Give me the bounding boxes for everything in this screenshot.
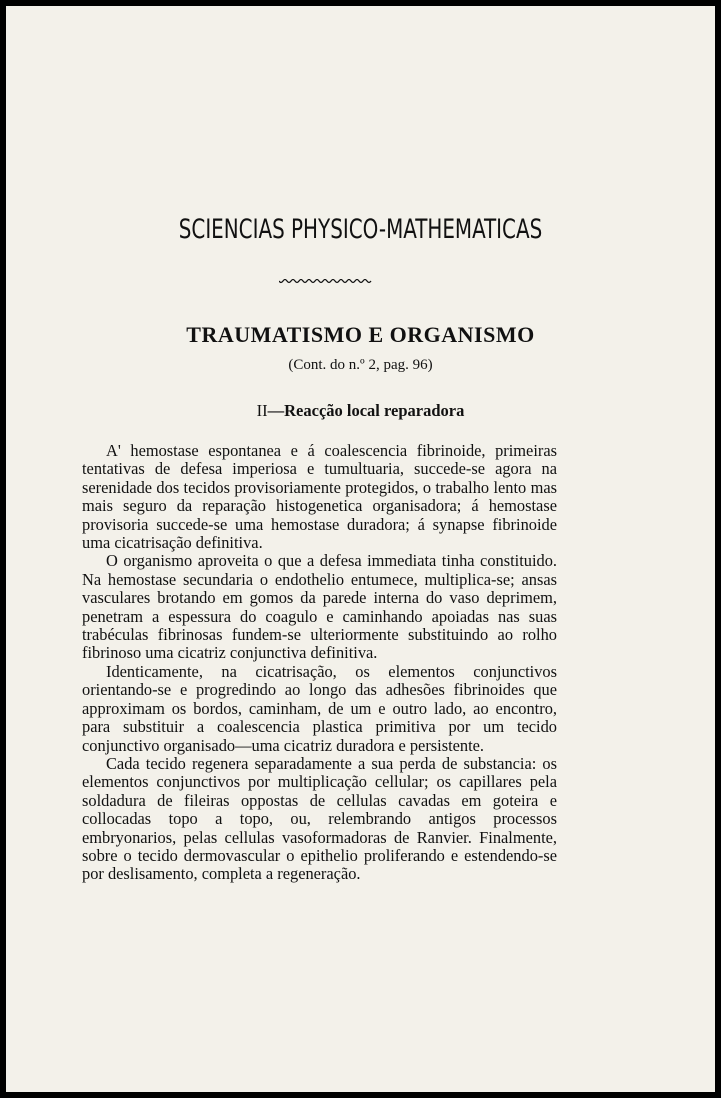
chapter-numeral: II bbox=[256, 401, 268, 420]
article-body bbox=[82, 442, 557, 884]
article-title: TRAUMATISMO E ORGANISMO bbox=[186, 322, 535, 347]
section-title: SCIENCIAS PHYSICO-MATHEMATICAS bbox=[178, 214, 543, 245]
paragraph: A' hemostase espontanea e á coalescencia fibrinoide, primeiras tentativas de defesa imperiosa e tumultuaria, succede-se agora na serenidade dos tecidos provisoriamente protegidos, o trabalho lento mas mais seguro da reparação histogenetica organisadora; á hemostase provisoria succede-se uma hemostase duradora; á synapse fibrinoide uma cicatrisação definitiva. bbox=[82, 441, 557, 553]
chapter-subtitle bbox=[6, 401, 715, 421]
chapter-heading: —Reacção local reparadora bbox=[267, 401, 465, 420]
paragraph: Cada tecido regenera separadamente a sua perda de substancia: os elementos conjunctivos por multiplicação cellular; os capillares pela soldadura de fileiras oppostas de cellulas cavadas em goteira e collocadas topo a topo, ou, relembrando antigos processos embryonarios, pelas cellulas vasoformadoras de Ranvier. Finalmente, sobre o tecido dermovascular o epithelio proliferando e estendendo-se por deslisamento, completa a regeneração. bbox=[82, 753, 557, 884]
paragraph: O organismo aproveita o que a defesa immediata tinha constituido. Na hemostase secundaria o endothelio entumece, multiplica-se; ansas vasculares brotando em gomos da parede interna do vaso deprimem, penetram a espessura do coagulo e caminhando apoiadas nas suas trabéculas fibrinosas fundem-se ulteriormente substituindo ao rolho fibrinoso uma cicatriz conjunctiva definitiva. bbox=[82, 551, 557, 663]
ornamental-rule bbox=[279, 279, 373, 287]
continuation-note: (Cont. do n.º 2, pag. 96) bbox=[288, 357, 433, 373]
document-page bbox=[6, 6, 715, 1092]
paragraph: Identicamente, na cicatrisação, os elementos conjunctivos orientando-se e progredindo ao longo das adhesões fibrinoides que approximam os bordos, caminham, de um e outro lado, ao encontro, para substituir a coalescencia plastica primitiva por um tecido conjunctivo organisado—uma cicatriz duradora e persistente. bbox=[82, 661, 557, 755]
